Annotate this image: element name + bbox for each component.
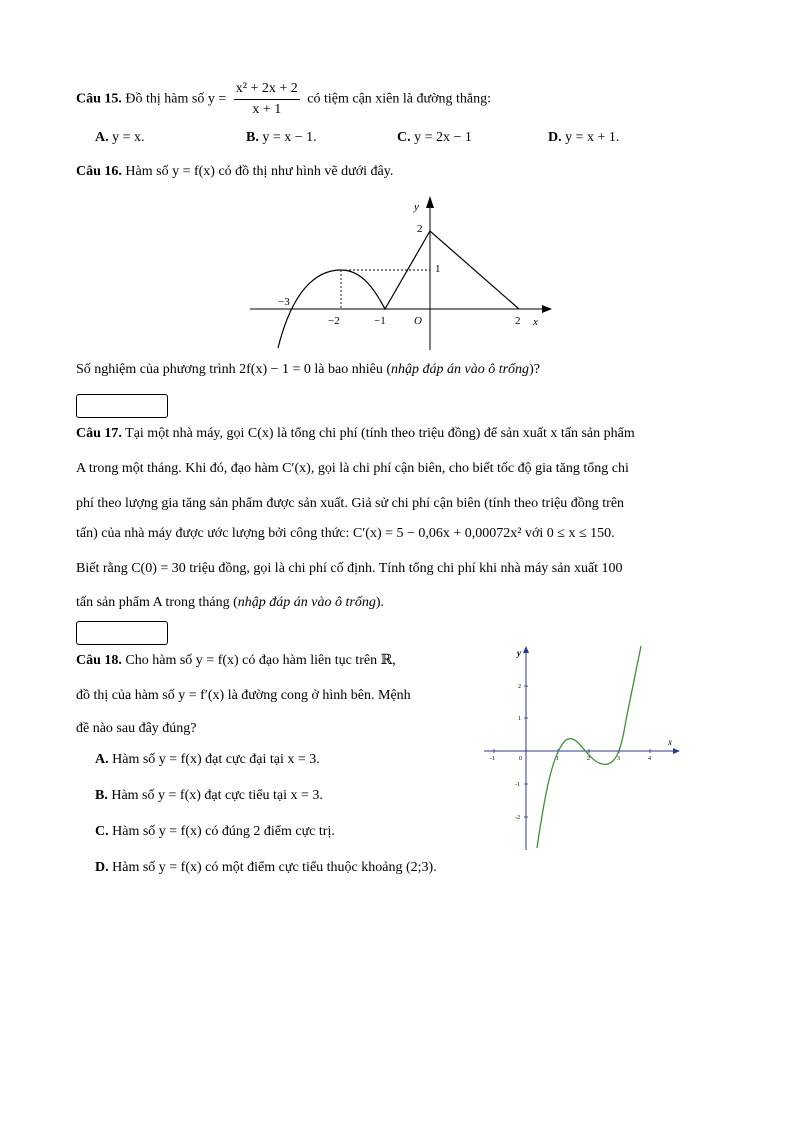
q15-label: Câu 15. <box>76 91 122 107</box>
option-text: Hàm số y = f(x) có một điểm cực tiểu thuộc khoảng (2;3). <box>112 860 437 875</box>
q18-line1 <box>76 652 396 669</box>
option-text: Hàm số y = f(x) có đúng 2 điểm cực trị. <box>112 824 335 839</box>
option-text: Hàm số y = f(x) đạt cực tiểu tại x = 3. <box>111 788 323 803</box>
q15-denominator: x + 1 <box>252 102 282 117</box>
q16-label-2y: 2 <box>417 223 423 235</box>
option-text: y = x. <box>112 130 145 145</box>
option-letter: B. <box>246 130 259 145</box>
q17-line3: phí theo lượng gia tăng sản phẩm được sản xuất. Giả sử chi phí cận biên (tính theo triệu đồng trên <box>76 496 625 511</box>
q15-y-eq: y = <box>207 91 227 107</box>
q18-ylabel-m2: -2 <box>515 815 520 821</box>
q16-label-neg1: −1 <box>374 315 386 327</box>
option-text: y = x − 1. <box>262 130 317 145</box>
q16-stem <box>76 164 393 180</box>
option-text: y = x + 1. <box>565 130 620 145</box>
q18-ylabel-m1: -1 <box>515 782 520 788</box>
option-letter: D. <box>95 860 109 875</box>
q18-xlabel-zero: 0 <box>519 756 522 762</box>
option-letter: C. <box>397 130 411 145</box>
q18-xlabel-m1: -1 <box>490 756 495 762</box>
q17-answer-input[interactable] <box>76 621 168 645</box>
q16-y-arrow <box>426 196 434 208</box>
q16-question-end: )? <box>529 362 540 377</box>
q15-option-d[interactable] <box>548 130 619 146</box>
q17-line6 <box>76 595 384 611</box>
option-letter: A. <box>95 752 109 767</box>
q16-x-arrow <box>542 305 552 313</box>
q15-option-b[interactable] <box>246 130 317 146</box>
q16-label-origin: O <box>414 315 422 327</box>
q18-option-a[interactable] <box>95 752 320 768</box>
q18-line2: đồ thị của hàm số y = f′(x) là đường cong ở hình bên. Mệnh <box>76 688 411 703</box>
q15-fraction <box>234 80 300 119</box>
q16-label-2x: 2 <box>515 315 521 327</box>
q18-graph <box>480 640 686 852</box>
q17-label: Câu 17. <box>76 426 122 441</box>
q15-numerator: x² + 2x + 2 <box>234 80 300 100</box>
q17-line1 <box>76 426 635 442</box>
q17-line6-italic: nhập đáp án vào ô trống <box>237 595 376 610</box>
q17-line6-plain: tấn sản phẩm A trong tháng ( <box>76 595 238 610</box>
q18-xlabel-4: 4 <box>648 756 651 762</box>
option-letter: B. <box>95 788 108 803</box>
q16-answer-input[interactable] <box>76 394 168 418</box>
q17-line4: tấn) của nhà máy được ước lượng bởi công thức: C′(x) = 5 − 0,06x + 0,00072x² với 0 ≤ x ≤ 150. <box>76 526 615 541</box>
q15-text-before: Đồ thị hàm số <box>125 91 205 107</box>
q16-label-neg3: −3 <box>278 296 290 308</box>
q15-option-c[interactable] <box>397 130 472 146</box>
q18-xlabel-1: 1 <box>556 756 559 762</box>
q18-xlabel-2: 2 <box>587 756 590 762</box>
option-letter: C. <box>95 824 109 839</box>
q18-line1-text: Cho hàm số y = f(x) có đạo hàm liên tục trên ℝ, <box>125 653 396 668</box>
q18-label-x: x <box>668 737 672 747</box>
q16-text: Hàm số y = f(x) có đồ thị như hình vẽ dưới đây. <box>125 164 394 179</box>
option-letter: A. <box>95 130 109 145</box>
q16-label: Câu 16. <box>76 164 122 179</box>
q16-curve <box>278 231 519 348</box>
q16-question <box>76 362 540 378</box>
q18-x-arrow <box>673 748 680 754</box>
q17-line1-text: Tại một nhà máy, gọi C(x) là tổng chi phí (tính theo triệu đồng) để sản xuất x tấn sản phẩm <box>125 426 635 441</box>
q17-line2: A trong một tháng. Khi đó, đạo hàm C′(x), gọi là chi phí cận biên, cho biết tốc độ gia tăng tổng chi <box>76 461 629 476</box>
q16-label-neg2: −2 <box>328 315 340 327</box>
q18-y-arrow <box>523 646 529 653</box>
q15-stem <box>76 80 491 119</box>
q18-option-c[interactable] <box>95 824 335 840</box>
q18-ylabel-2: 2 <box>518 684 521 690</box>
option-letter: D. <box>548 130 562 145</box>
q15-text-after: có tiệm cận xiên là đường thẳng: <box>307 91 491 107</box>
q17-line5: Biết rằng C(0) = 30 triệu đồng, gọi là chi phí cố định. Tính tổng chi phí khi nhà máy sản xuất 100 <box>76 561 623 576</box>
q16-graph <box>246 190 566 360</box>
q18-line3: đề nào sau đây đúng? <box>76 721 197 736</box>
q16-question-italic: nhập đáp án vào ô trống <box>391 362 530 377</box>
q15-option-a[interactable] <box>95 130 145 146</box>
q16-question-plain: Số nghiệm của phương trình 2f(x) − 1 = 0 là bao nhiêu ( <box>76 362 391 377</box>
q18-derivative-curve <box>537 646 641 848</box>
option-text: y = 2x − 1 <box>414 130 472 145</box>
q16-label-1y: 1 <box>435 263 441 275</box>
q18-option-b[interactable] <box>95 788 323 804</box>
q18-option-d[interactable] <box>95 860 437 876</box>
option-text: Hàm số y = f(x) đạt cực đại tại x = 3. <box>112 752 320 767</box>
q18-label: Câu 18. <box>76 653 122 668</box>
q16-label-x: x <box>533 316 538 328</box>
q17-line6-end: ). <box>375 595 384 610</box>
q18-ylabel-1: 1 <box>518 716 521 722</box>
q16-label-y: y <box>414 201 419 213</box>
q18-label-y: y <box>517 648 521 658</box>
q18-xlabel-3: 3 <box>617 756 620 762</box>
